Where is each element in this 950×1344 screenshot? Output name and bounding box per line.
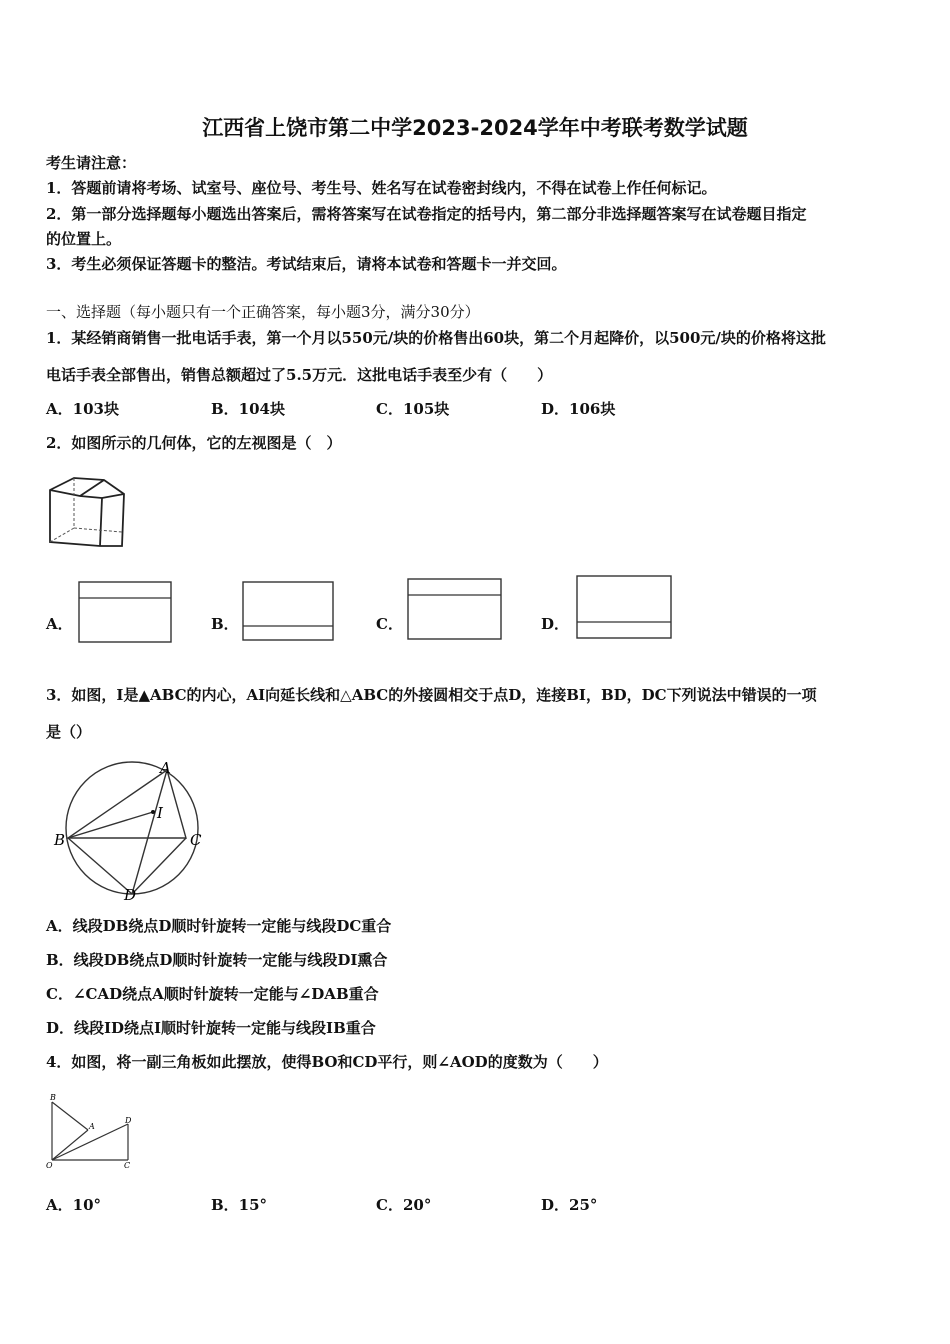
q1-option-d[interactable]: D．106块 — [541, 400, 616, 418]
q3-label-i: I — [157, 804, 163, 822]
q1-stem-line2: 电话手表全部售出，销售总额超过了5.5万元．这批电话手表至少有（ ） — [46, 366, 553, 384]
q2-option-c-label[interactable]: C． — [376, 615, 403, 633]
q1-option-a[interactable]: A．103块 — [46, 400, 119, 418]
q3-option-a[interactable]: A．线段DB绕点D顺时针旋转一定能与线段DC重合 — [46, 917, 392, 935]
q4-option-d[interactable]: D．25° — [541, 1196, 598, 1214]
q2-option-d-label[interactable]: D． — [541, 615, 570, 633]
q4-triangle-figure — [44, 1092, 138, 1170]
q3-circle-figure — [46, 752, 216, 904]
q4-option-a[interactable]: A．10° — [46, 1196, 102, 1214]
q3-stem-line1: 3．如图，I是▲ABC的内心，AI向延长线和△ABC的外接圆相交于点D，连接BI，BD，DC下列说法中错误的一项 — [46, 686, 817, 704]
q2-option-a-label[interactable]: A． — [46, 615, 73, 633]
q4-stem: 4．如图，将一副三角板如此摆放，使得BO和CD平行，则∠AOD的度数为（ ） — [46, 1053, 608, 1071]
q4-label-d: D — [125, 1116, 132, 1125]
q4-option-c[interactable]: C．20° — [376, 1196, 432, 1214]
notice-item-3: 3．考生必须保证答题卡的整洁。考试结束后，请将本试卷和答题卡一并交回。 — [46, 255, 567, 273]
q2-stem: 2．如图所示的几何体，它的左视图是（ ） — [46, 434, 342, 452]
notice-item-2: 2．第一部分选择题每小题选出答案后，需将答案写在试卷指定的括号内，第二部分非选择题答案写在试卷题目指定 — [46, 205, 807, 223]
q2-solid-figure — [46, 474, 130, 550]
section-heading: 一、选择题（每小题只有一个正确答案，每小题3分，满分30分） — [46, 303, 480, 321]
notice-item-2-cont: 的位置上。 — [46, 230, 122, 248]
q4-label-o: O — [46, 1161, 53, 1170]
page-title: 江西省上饶市第二中学2023-2024学年中考联考数学试题 — [202, 116, 748, 140]
q2-option-b-figure[interactable] — [242, 581, 334, 641]
q1-option-b[interactable]: B．104块 — [211, 400, 285, 418]
q4-label-c: C — [124, 1161, 131, 1170]
q4-label-a: A — [89, 1122, 95, 1131]
q2-option-c-figure[interactable] — [407, 578, 502, 640]
q3-label-b: B — [54, 831, 66, 849]
q3-label-d: D — [124, 886, 137, 904]
q3-label-a: A — [160, 759, 171, 777]
q4-label-b: B — [50, 1093, 56, 1102]
q2-option-b-label[interactable]: B． — [211, 615, 239, 633]
notice-item-1: 1．答题前请将考场、试室号、座位号、考生号、姓名写在试卷密封线内，不得在试卷上作任何标记。 — [46, 179, 717, 197]
q1-stem-line1: 1．某经销商销售一批电话手表，第一个月以550元/块的价格售出60块，第二个月起降价，以500元/块的价格将这批 — [46, 329, 826, 347]
q3-option-d[interactable]: D．线段ID绕点I顺时针旋转一定能与线段IB重合 — [46, 1019, 376, 1037]
q3-option-c[interactable]: C．∠CAD绕点A顺时针旋转一定能与∠DAB重合 — [46, 985, 379, 1003]
q3-option-b[interactable]: B．线段DB绕点D顺时针旋转一定能与线段DI熏合 — [46, 951, 388, 969]
q3-stem-line2: 是（） — [46, 723, 92, 741]
q2-option-a-figure[interactable] — [78, 581, 172, 643]
notice-heading: 考生请注意： — [46, 154, 137, 172]
q1-option-c[interactable]: C．105块 — [376, 400, 450, 418]
q2-option-d-figure[interactable] — [576, 575, 672, 639]
q4-option-b[interactable]: B．15° — [211, 1196, 268, 1214]
q3-label-c: C — [190, 831, 202, 849]
